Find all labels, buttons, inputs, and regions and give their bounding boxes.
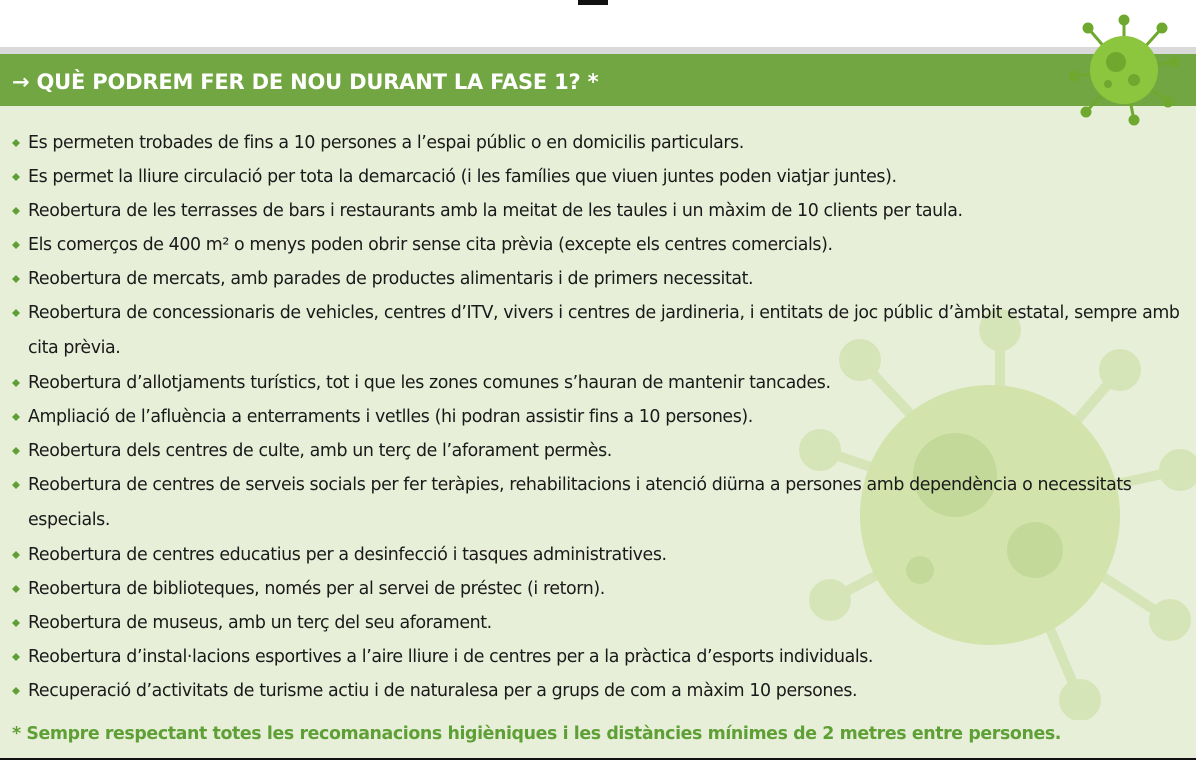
list-item (12, 262, 1187, 296)
top-marker (578, 0, 608, 5)
diamond-bullet-icon (12, 481, 20, 489)
diamond-bullet-icon (12, 139, 20, 147)
list-item (12, 538, 1187, 572)
diamond-bullet-icon (12, 447, 20, 455)
list-item-text: Reobertura de museus, amb un terç del seu aforament. (28, 613, 492, 633)
list-item-text: Reobertura de centres de serveis socials per fer teràpies, rehabilitacions i atenció diürna a persones amb dependència o necessitats especials. (28, 475, 1132, 530)
list-item (12, 572, 1187, 606)
diamond-bullet-icon (12, 241, 20, 249)
list-item (12, 674, 1187, 708)
diamond-bullet-icon (12, 309, 20, 317)
list-item (12, 400, 1187, 434)
list-item-text: Es permet la lliure circulació per tota la demarcació (i les famílies que viuen juntes poden viatjar juntes). (28, 167, 897, 187)
list-item-text: Reobertura de les terrasses de bars i restaurants amb la meitat de les taules i un màxim de 10 clients per taula. (28, 201, 963, 221)
list-item-text: Ampliació de l’afluència a enterraments i vetlles (hi podran assistir fins a 10 persones). (28, 407, 753, 427)
diamond-bullet-icon (12, 687, 20, 695)
diamond-bullet-icon (12, 551, 20, 559)
list-item (12, 160, 1187, 194)
list-item (12, 126, 1187, 160)
list-item-text: Reobertura de concessionaris de vehicles, centres d’ITV, vivers i centres de jardineria, i entitats de joc públic d’àmbit estatal, sempre amb cita prèvia. (28, 303, 1180, 358)
diamond-bullet-icon (12, 413, 20, 421)
coronavirus-icon (1068, 14, 1180, 126)
list-item (12, 228, 1187, 262)
list-item-text: Reobertura de centres educatius per a desinfecció i tasques administratives. (28, 545, 667, 565)
bottom-divider (0, 758, 1196, 760)
diamond-bullet-icon (12, 653, 20, 661)
list-item-text: Recuperació d’activitats de turisme actiu i de naturalesa per a grups de com a màxim 10 persones. (28, 681, 858, 701)
list-item (12, 434, 1187, 468)
diamond-bullet-icon (12, 275, 20, 283)
page-title: → QUÈ PODREM FER DE NOU DURANT LA FASE 1? * (12, 70, 599, 94)
footnote: * Sempre respectant totes les recomanacions higièniques i les distàncies mínimes de 2 metres entre persones. (12, 724, 1061, 744)
list-item-text: Es permeten trobades de fins a 10 persones a l’espai públic o en domicilis particulars. (28, 133, 744, 153)
list-item-text: Reobertura de mercats, amb parades de productes alimentaris i de primers necessitat. (28, 269, 754, 289)
list-item (12, 366, 1187, 400)
diamond-bullet-icon (12, 619, 20, 627)
top-divider (0, 47, 1196, 54)
list-item (12, 194, 1187, 228)
diamond-bullet-icon (12, 585, 20, 593)
diamond-bullet-icon (12, 207, 20, 215)
list-item-text: Reobertura d’allotjaments turístics, tot i que les zones comunes s’hauran de mantenir tancades. (28, 373, 831, 393)
list-item-text: Els comerços de 400 m² o menys poden obrir sense cita prèvia (excepte els centres comercials). (28, 235, 833, 255)
measures-list (12, 126, 1187, 708)
list-item-text: Reobertura d’instal·lacions esportives a l’aire lliure i de centres per a la pràctica d’esports individuals. (28, 647, 874, 667)
diamond-bullet-icon (12, 173, 20, 181)
list-item-text: Reobertura dels centres de culte, amb un terç de l’aforament permès. (28, 441, 612, 461)
list-item (12, 640, 1187, 674)
list-item (12, 296, 1193, 366)
list-item (12, 606, 1187, 640)
list-item (12, 468, 1193, 538)
diamond-bullet-icon (12, 379, 20, 387)
list-item-text: Reobertura de biblioteques, només per al servei de préstec (i retorn). (28, 579, 605, 599)
